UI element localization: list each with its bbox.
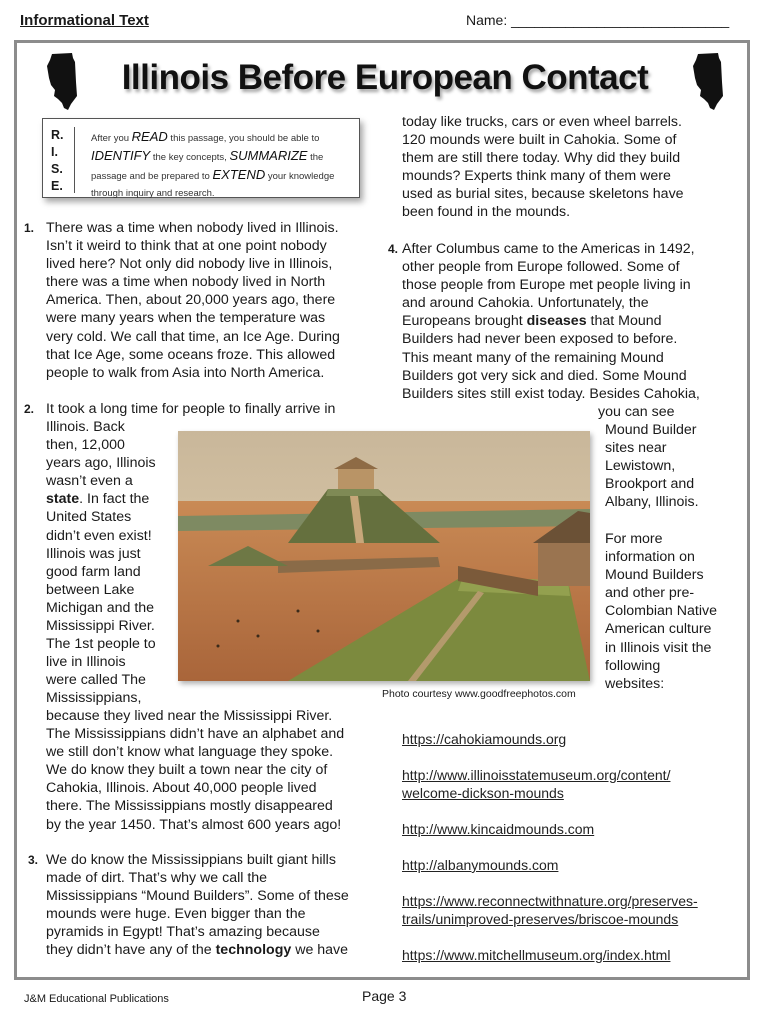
website-link[interactable]: https://www.mitchellmuseum.org/index.html <box>402 947 671 963</box>
section-number: 2. <box>24 402 35 416</box>
illinois-state-icon <box>692 52 726 112</box>
illinois-state-icon <box>46 52 80 112</box>
name-field-label: Name: ____________________________ <box>466 12 730 28</box>
rise-letter: S. <box>51 162 63 176</box>
website-link[interactable]: https://cahokiamounds.org <box>402 731 567 747</box>
section-3-text: We do know the Mississippians built giant hills made of dirt. That’s why we call the Mississippians “Mound Builders”. Some of these mounds were huge. Even bigger than the pyramids in Egypt! That’s amazing because they didn’t have any of the technology we have <box>46 852 349 959</box>
website-link[interactable]: welcome-dickson-mounds <box>402 785 564 801</box>
section-number: 1. <box>24 221 35 235</box>
website-link[interactable]: http://www.kincaidmounds.com <box>402 821 595 837</box>
section-3-continued-text: today like trucks, cars or even wheel barrels. 120 mounds were built in Cahokia. Some of them are still there today. Why did they build mounds? Experts think many of them were used as burial sites, because skeletons have been found in the mounds. <box>402 114 684 221</box>
rise-instructions: After you READ this passage, you should be able to IDENTIFY the key concepts, SUMMARIZE the passage and be prepared to EXTEND your knowledge through inquiry and research. <box>91 129 335 199</box>
more-info-text: For more information on Mound Builders and other pre- Colombian Native American culture in Illinois visit the following websites: <box>605 531 717 692</box>
rise-letter: R. <box>51 128 64 142</box>
section-4-text: After Columbus came to the Americas in 1492, other people from Europe followed. Some of those people from Europe met people living in and around Cahokia. Unfortunately, the Europeans brought diseases that Mound Builders had never been exposed to before. This meant many of the remaining Mound Builders got very sick and died. Some Mound Builders sites still exist today. Besides Cahokia, <box>402 241 700 402</box>
page-title: Illinois Before European Contact <box>121 58 649 97</box>
section-2-first-line: It took a long time for people to finally arrive in <box>46 401 336 417</box>
rise-letter: I. <box>51 145 58 159</box>
section-2-narrow-text: Illinois. Back then, 12,000 years ago, Illinois wasn’t even a state. In fact the United States didn’t even exist! Illinois was just good farm land between Lake Michigan and the Mississippi River. The 1st people to live in Illinois were called The Mississippians, <box>46 419 156 707</box>
header-label: Informational Text <box>20 12 149 29</box>
section-2-wide-text: because they lived near the Mississippi River. The Mississippians didn’t have an alphabet and we still don’t know what language they spoke. We do know they built a town near the city of Cahokia, Illinois. About 40,000 people lived there. The Mississippians mostly disappeared by the year 1450. That’s almost 600 years ago! <box>46 708 345 833</box>
section-4-narrow-text: you can see Mound Builder sites near Lewistown, Brookport and Albany, Illinois. <box>598 404 699 511</box>
cahokia-mounds-photo <box>178 431 590 681</box>
photo-caption: Photo courtesy www.goodfreephotos.com <box>382 688 576 700</box>
rise-letters <box>51 127 75 193</box>
page-number: Page 3 <box>362 988 407 1004</box>
publisher-footer: J&M Educational Publications <box>24 993 169 1005</box>
section-number: 4. <box>388 242 399 256</box>
website-link[interactable]: https://www.reconnectwithnature.org/preserves- <box>402 893 698 909</box>
rise-letter: E. <box>51 179 63 193</box>
website-link[interactable]: trails/unimproved-preserves/briscoe-mounds <box>402 911 679 927</box>
section-1-text: There was a time when nobody lived in Illinois. Isn’t it weird to think that at one point nobody lived here? Not only did nobody live in Illinois, there was a time when nobody lived in North America. Then, about 20,000 years ago, there were many years when the temperature was very cold. We call that time, an Ice Age. During that Ice Age, some oceans froze. This allowed people to walk from Asia into North America. <box>46 220 340 381</box>
section-number: 3. <box>28 853 39 867</box>
website-link[interactable]: http://albanymounds.com <box>402 857 559 873</box>
website-link[interactable]: http://www.illinoisstatemuseum.org/content/ <box>402 767 671 783</box>
rise-box <box>42 118 360 198</box>
